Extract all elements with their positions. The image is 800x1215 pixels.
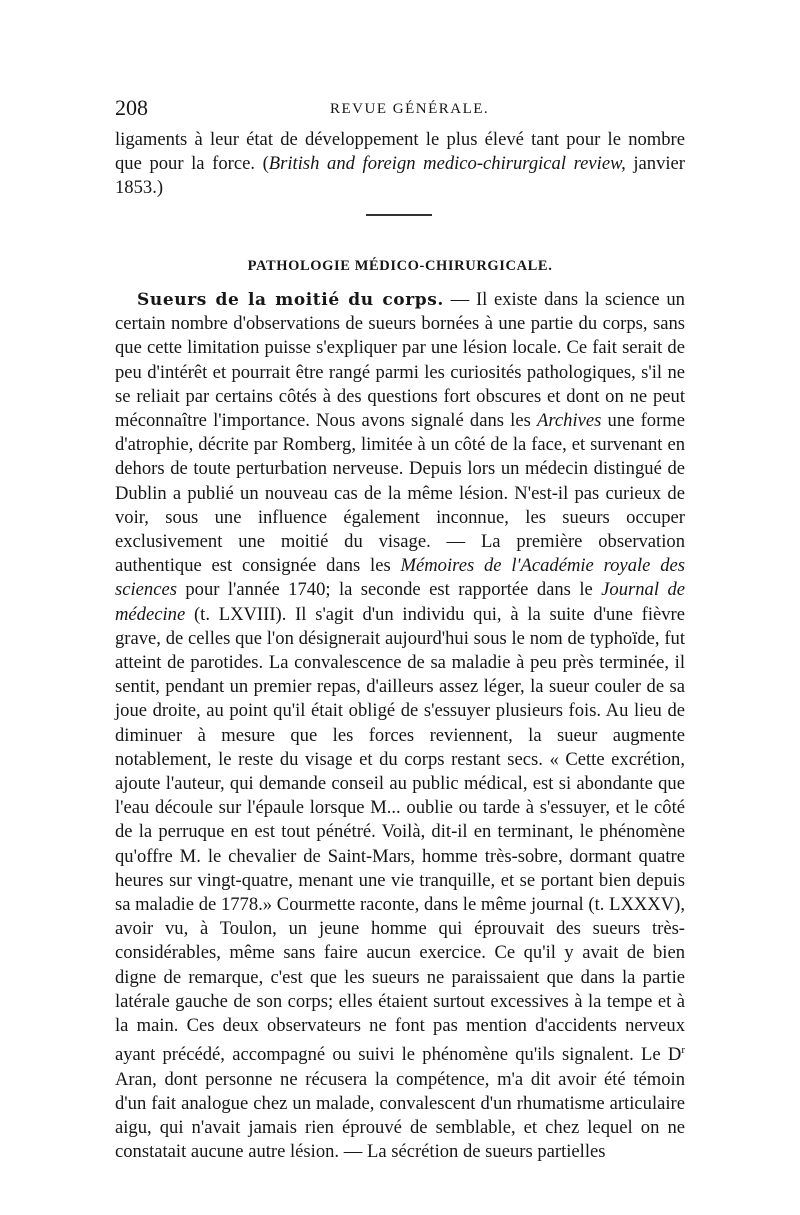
article-text-2: une forme d'atrophie, décrite par Romberg, limitée à un côté de la face, et survenant en dehors de toute perturbation nerveuse. Depuis lors un médecin distingué de Dublin a publié un nouveau cas de la même lésion. N'est-il pas curieux de voir, sous une influence également inconnue, les sueurs occuper exclusivement une moitié du visage. — La première observation authentique est consignée dans les <box>115 410 685 577</box>
continued-paragraph <box>115 128 685 201</box>
article-text-4: (t. LXVIII). Il s'agit d'un individu qui, à la suite d'une fièvre grave, de celles que l'on désignerait aujourd'hui sous le nom de typhoïde, fut atteint de parotides. La convalescence de sa maladie à peu près terminée, il sentit, pendant un premier repas, d'ailleurs assez léger, la sueur couler de sa joue droite, au point qu'il était obligé de s'essuyer plusieurs fois. Au lieu de diminuer à mesure que les forces reviennent, la sueur augmente notablement, le reste du visage et du corps restant secs. « Cette excrétion, ajoute l'auteur, qui demande conseil au public médical, est si abondante que l'eau découle sur l'épaule lorsque M... oublie ou tarde à s'essuyer, et le côté de la perruque en est tout pénétré. Voilà, dit-il en terminant, le phénomène qu'offre M. le chevalier de Saint-Mars, homme très-sobre, dormant quatre heures sur vingt-quatre, menant une vie tranquille, et se portant bien depuis sa maladie de 1778.» Courmette raconte, dans le même journal (t. LXXXV), avoir vu, à Toulon, un jeune homme qui éprouvait des sueurs très-considérables, même sans faire aucun exercice. Ce qu'il y avait de bien digne de remarque, c'est que les sueurs ne paraissaient que dans la partie latérale gauche de son corps; elles étaient surtout excessives à la tempe et à la main. Ces deux observateurs ne font pas mention d'accidents nerveux ayant précédé, accompagné ou suivi le phénomène qu'ils signalent. Le D <box>115 603 685 1066</box>
section-divider <box>366 214 432 216</box>
citation-title: British and foreign medico-chirurgical review, <box>268 153 626 175</box>
article-text-3: pour l'année 1740; la seconde est rapportée dans le <box>176 579 602 601</box>
article-text-1: — Il existe dans la science un certain nombre d'observations de sueurs bornées à une partie du corps, sans que cette limitation puisse s'expliquer par une lésion locale. Ce fait serait de peu d'intérêt et pourrait être rangé parmi les curiosités pathologiques, s'il ne se reliait par certains côtés à des questions fort obscures et dont on ne peut méconnaître l'importance. Nous avons signalé dans les <box>115 289 685 432</box>
article-paragraph <box>115 288 685 1165</box>
running-head: REVUE GÉNÉRALE. <box>330 101 490 117</box>
section-title: PATHOLOGIE MÉDICO-CHIRURGICALE. <box>247 258 553 274</box>
article-text-5: Aran, dont personne ne récusera la compétence, m'a dit avoir été témoin d'un fait analogue chez un malade, convalescent d'un rhumatisme articulaire aigu, qui n'avait jamais rien éprouvé de semblable, et chez lequel on ne constatait aucune autre lésion. — La sécrétion de sueurs partielles <box>115 1068 685 1163</box>
archives-title: Archives <box>537 410 602 432</box>
doctor-superscript: r <box>681 1044 685 1057</box>
memoires-title: Mémoires de l'Académie royale des sciences <box>115 555 685 601</box>
page-header <box>115 95 685 125</box>
article-heading: Sueurs de la moitié du corps. <box>137 290 444 310</box>
continued-text-1: ligaments à leur état de développement le plus élevé tant pour le nombre que pour la force. ( <box>115 129 685 175</box>
page-number: 208 <box>115 95 148 120</box>
journal-title: Journal de médecine <box>115 579 685 625</box>
continued-text-2: janvier 1853.) <box>115 153 685 199</box>
